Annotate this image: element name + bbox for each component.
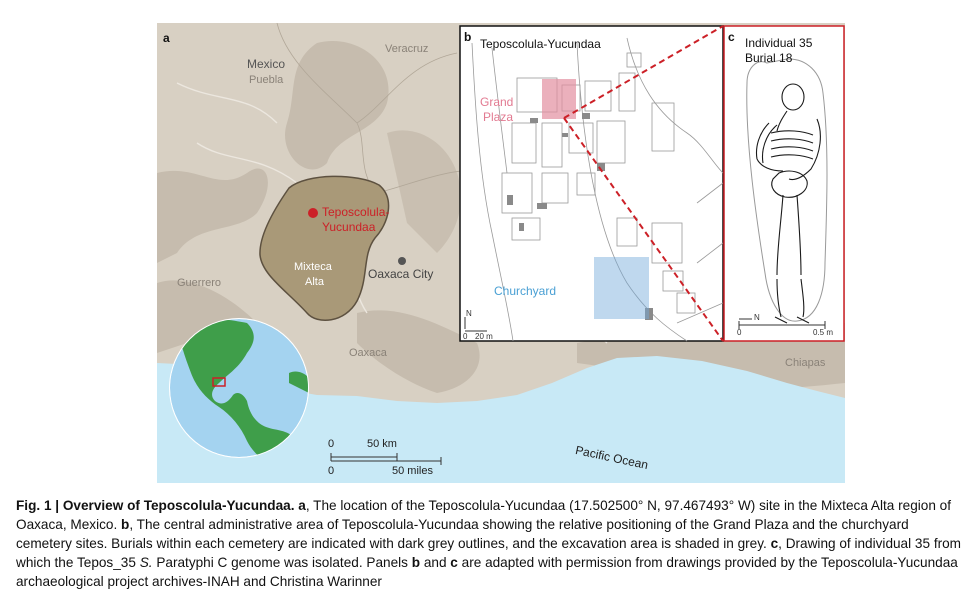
label-veracruz: Veracruz [385,43,429,55]
panel-c-frame [724,26,844,341]
label-oaxaca: Oaxaca [349,347,387,359]
label-burial: Burial 18 [745,51,793,65]
caption-species: S. [139,555,153,570]
label-oaxaca-city: Oaxaca City [368,267,434,281]
panel-c-north: N [754,313,760,322]
label-chiapas: Chiapas [785,357,826,369]
scale-km-label: 50 km [367,438,397,450]
caption-and: and [423,555,447,570]
panel-c-burial [724,26,844,341]
label-grand-plaza-line1: Grand [480,95,514,109]
panel-b-letter: b [464,30,472,44]
label-pacific-ocean: Pacific Ocean [574,443,650,473]
caption-letter-b: b [121,517,130,532]
figure-graphic [157,23,845,483]
panel-a-letter: a [163,31,170,45]
label-guerrero: Guerrero [177,277,222,289]
panel-b-scale-label: 20 m [475,332,493,341]
caption-text-b: , The central administrative area of Teposcolula-Yucundaa showing the relative positioning of the Grand Plaza and the churchyard cemetery sites. Burials within each cemetery are indicated with dark grey outlines, and the excavation area is shaded in grey. [16,517,909,551]
grand-plaza-area [542,79,576,119]
label-individual: Individual 35 [745,36,813,50]
caption-text-c1: , Drawing of individual 35 from which the Tepos_35 [16,536,962,570]
label-mexico: Mexico [247,57,286,71]
caption-panel-b-ref: b [411,555,421,570]
panel-c-letter: c [728,30,735,44]
panel-c-scale-label: 0.5 m [813,328,834,337]
scale-mi-label: 50 miles [392,465,433,477]
site-marker [308,208,318,218]
scale-mi-zero: 0 [328,465,335,477]
figure-caption [16,496,964,591]
caption-text-c3: are adapted with permission from drawings provided by the Teposcolula-Yucundaa archaeological project archives-INAH and Christina Warinner [16,555,958,589]
figure-1 [157,23,845,483]
caption-figure-label: Fig. 1 | Overview of Teposcolula-Yucundaa. [16,498,295,513]
label-site-line1: Teposcolula- [322,205,390,219]
oaxaca-city-marker [398,257,406,265]
panel-c-scale-zero: 0 [737,328,742,337]
caption-panel-c-ref: c [450,555,458,570]
label-site-line2: Yucundaa [322,220,376,234]
panel-b-north: N [466,309,472,318]
label-churchyard: Churchyard [494,284,557,298]
scale-km-zero: 0 [328,438,335,450]
caption-letter-a: a [298,498,306,513]
caption-text-a: , The location of the Teposcolula-Yucundaa (17.502500° N, 97.467493° W) site in the Mixteca Alta region of Oaxaca, Mexico. [16,498,952,532]
panel-b-scale-zero: 0 [463,332,468,341]
label-grand-plaza-line2: Plaza [483,110,514,124]
label-mixteca-line1: Mixteca [294,261,332,273]
caption-text-c2: Paratyphi C genome was isolated. Panels [156,555,408,570]
panel-b-title: Teposcolula-Yucundaa [480,37,601,51]
label-mixteca-line2: Alta [305,276,324,288]
churchyard-area [594,257,649,319]
caption-letter-c: c [770,536,779,551]
label-puebla: Puebla [249,74,284,86]
